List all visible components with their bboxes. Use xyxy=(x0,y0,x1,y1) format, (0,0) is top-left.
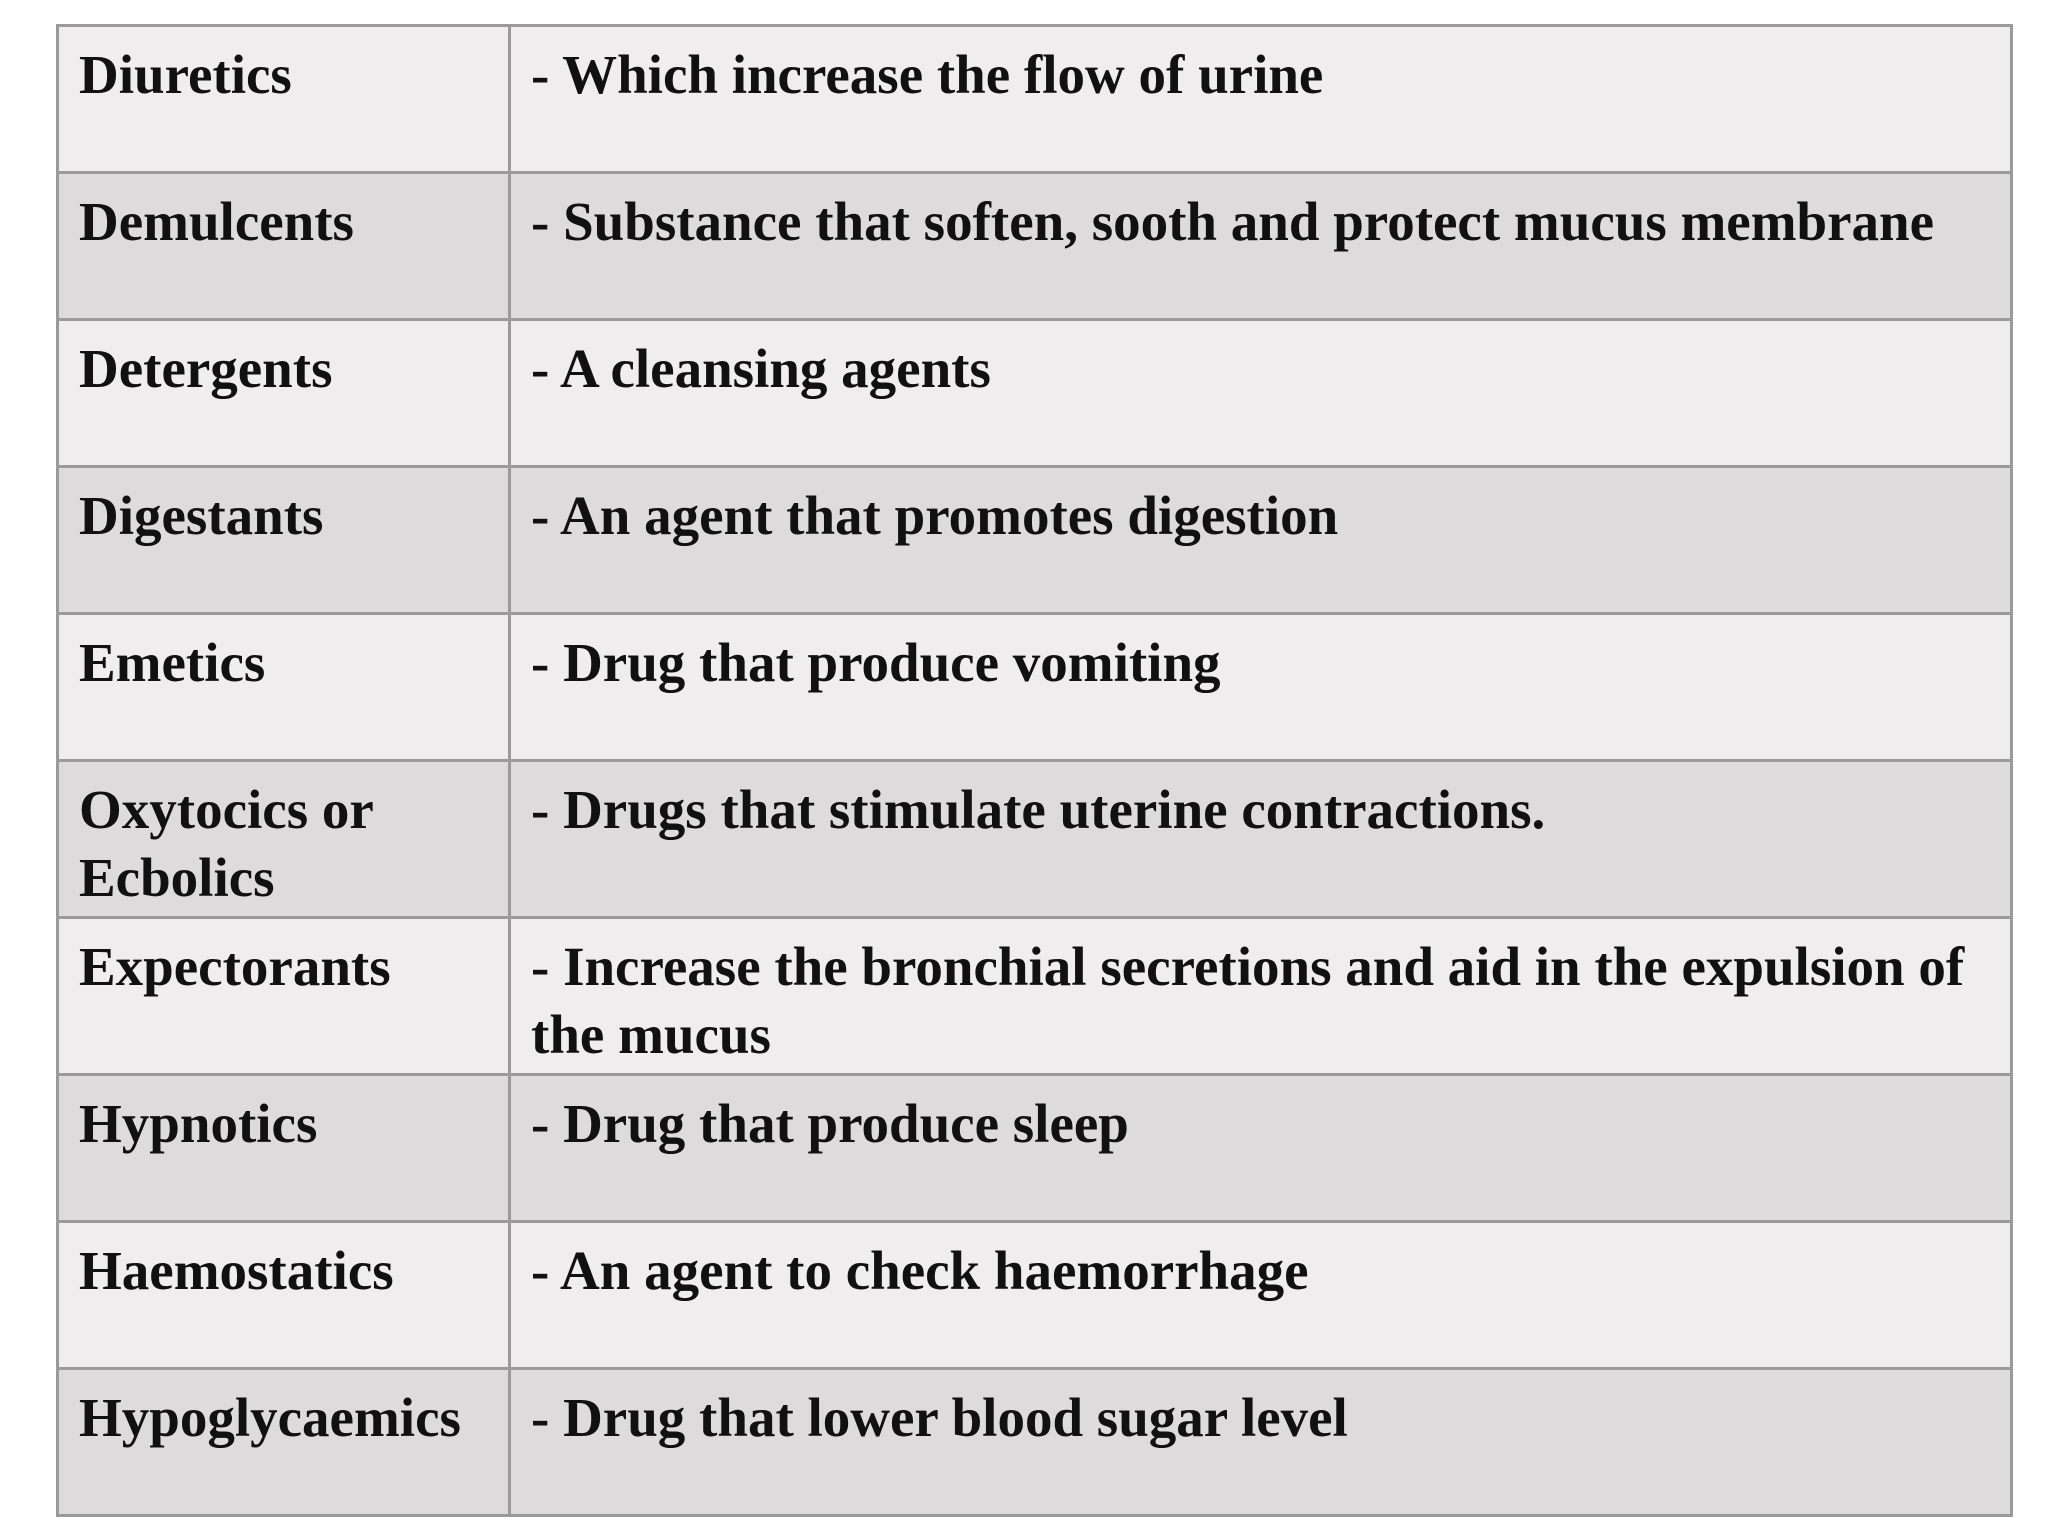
term-cell: Demulcents xyxy=(58,173,510,320)
term-cell: Detergents xyxy=(58,320,510,467)
definition-cell: - A cleansing agents xyxy=(510,320,2012,467)
term-cell: Oxytocics or Ecbolics xyxy=(58,761,510,918)
definition-cell: - Drug that lower blood sugar level xyxy=(510,1369,2012,1516)
term-cell: Haemostatics xyxy=(58,1222,510,1369)
definition-cell: - An agent that promotes digestion xyxy=(510,467,2012,614)
definition-cell: - Increase the bronchial secretions and aid in the expulsion of the mucus xyxy=(510,918,2012,1075)
table-row xyxy=(58,1369,2012,1516)
definition-cell: - Drug that produce sleep xyxy=(510,1075,2012,1222)
table-row xyxy=(58,918,2012,1075)
table-row xyxy=(58,761,2012,918)
drug-classification-table-container xyxy=(56,24,2010,1517)
term-cell: Emetics xyxy=(58,614,510,761)
table-row xyxy=(58,467,2012,614)
definition-cell: - Drugs that stimulate uterine contractions. xyxy=(510,761,2012,918)
table-row xyxy=(58,614,2012,761)
table-row xyxy=(58,1222,2012,1369)
definition-cell: - Which increase the flow of urine xyxy=(510,26,2012,173)
definition-cell: - An agent to check haemorrhage xyxy=(510,1222,2012,1369)
table-row xyxy=(58,1075,2012,1222)
table-row xyxy=(58,173,2012,320)
term-cell: Hypoglycaemics xyxy=(58,1369,510,1516)
definition-cell: - Drug that produce vomiting xyxy=(510,614,2012,761)
definition-cell: - Substance that soften, sooth and protect mucus membrane xyxy=(510,173,2012,320)
term-cell: Digestants xyxy=(58,467,510,614)
term-cell: Diuretics xyxy=(58,26,510,173)
term-cell: Hypnotics xyxy=(58,1075,510,1222)
table-row xyxy=(58,26,2012,173)
table-row xyxy=(58,320,2012,467)
drug-classification-table xyxy=(56,24,2013,1517)
term-cell: Expectorants xyxy=(58,918,510,1075)
